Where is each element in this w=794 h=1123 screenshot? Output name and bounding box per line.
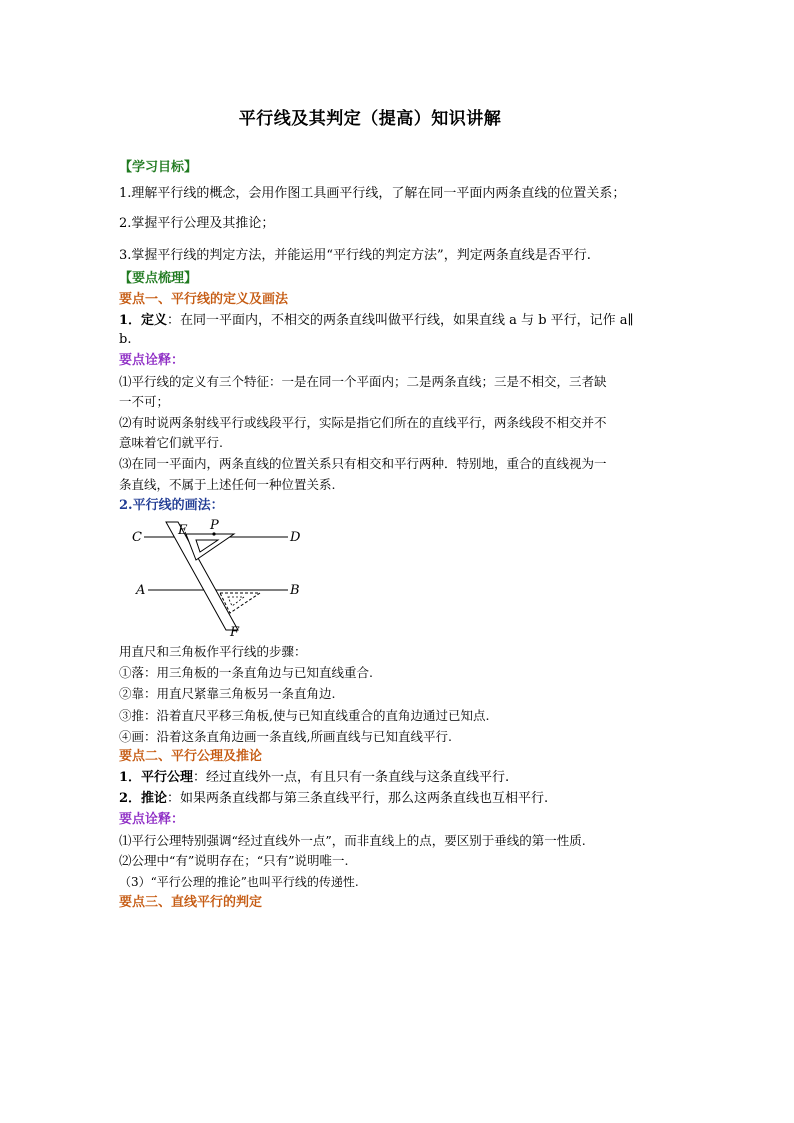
key-points-heading: 【要点梳理】 [119, 271, 198, 286]
label-c: C [132, 530, 142, 545]
note-1-line-2: 一不可； [119, 394, 170, 409]
point2-note-heading: 要点诠释： [119, 812, 185, 827]
definition-label: 1．定义 [119, 313, 168, 328]
label-d: D [290, 530, 301, 545]
note-3-line-1: ⑶在同一平面内，两条直线的位置关系只有相交和平行两种．特别地，重合的直线视为一 [119, 456, 607, 471]
learning-goals-heading: 【学习目标】 [119, 160, 198, 175]
goal-item-3: 3.掌握平行线的判定方法，并能运用“平行线的判定方法”，判定两条直线是否平行. [119, 248, 591, 263]
label-f: F [230, 625, 240, 640]
note-2-line-2: 意味着它们就平行. [119, 435, 223, 450]
point3-heading: 要点三、直线平行的判定 [119, 895, 263, 910]
definition-text-cont: b. [119, 332, 132, 347]
step-2: ②靠：用直尺紧靠三角板另一条直角边. [119, 686, 336, 701]
steps-intro: 用直尺和三角板作平行线的步骤： [119, 644, 307, 659]
axiom-text: ：经过直线外一点，有且只有一条直线与这条直线平行. [193, 770, 510, 785]
label-p: P [210, 518, 219, 533]
corollary-text: ：如果两条直线都与第三条直线平行，那么这两条直线也互相平行. [167, 791, 549, 806]
axiom-line [119, 769, 509, 787]
set-square-bottom-inner [228, 597, 244, 606]
page-title: 平行线及其判定（提高）知识讲解 [238, 109, 502, 129]
note-3-line-2: 条直线，不属于上述任何一种位置关系. [119, 477, 336, 492]
point2-heading: 要点二、平行公理及推论 [119, 749, 263, 764]
corollary-line [119, 790, 548, 808]
step-3: ③推：沿着直尺平移三角板,使与已知直线重合的直角边通过已知点. [119, 708, 490, 723]
note-2-line-1: ⑵有时说两条射线平行或线段平行，实际是指它们所在的直线平行，两条线段不相交并不 [119, 415, 607, 430]
step-1: ①落：用三角板的一条直角边与已知直线重合. [119, 665, 373, 680]
definition-text: ：在同一平面内，不相交的两条直线叫做平行线，如果直线 a 与 b 平行，记作 a∥ [167, 313, 634, 328]
label-a: A [136, 583, 146, 598]
goal-item-1: 1.理解平行线的概念，会用作图工具画平行线，了解在同一平面内两条直线的位置关系； [119, 186, 626, 201]
label-b: B [290, 583, 300, 598]
goal-item-2: 2.掌握平行公理及其推论； [119, 216, 275, 231]
drawing-method-heading: 2.平行线的画法： [119, 498, 224, 513]
note-1-line-1: ⑴平行线的定义有三个特征：一是在同一个平面内；二是两条直线；三是不相交，三者缺 [119, 374, 607, 389]
axiom-label: 1．平行公理 [119, 770, 194, 785]
point2-note-3: （3）“平行公理的推论”也叫平行线的传递性. [119, 875, 359, 889]
parallel-drawing-figure [128, 518, 328, 640]
definition-line [119, 312, 634, 330]
step-4: ④画：沿着这条直角边画一条直线,所画直线与已知直线平行. [119, 729, 452, 744]
point2-note-2: ⑵公理中“有”说明存在；“只有”说明唯一. [119, 853, 349, 868]
point1-note-heading: 要点诠释： [119, 353, 185, 368]
label-e: E [178, 523, 188, 538]
corollary-label: 2．推论 [119, 791, 168, 806]
point2-note-1: ⑴平行公理特别强调“经过直线外一点”，而非直线上的点，要区别于垂线的第一性质. [119, 833, 586, 848]
point1-heading: 要点一、平行线的定义及画法 [119, 292, 289, 307]
